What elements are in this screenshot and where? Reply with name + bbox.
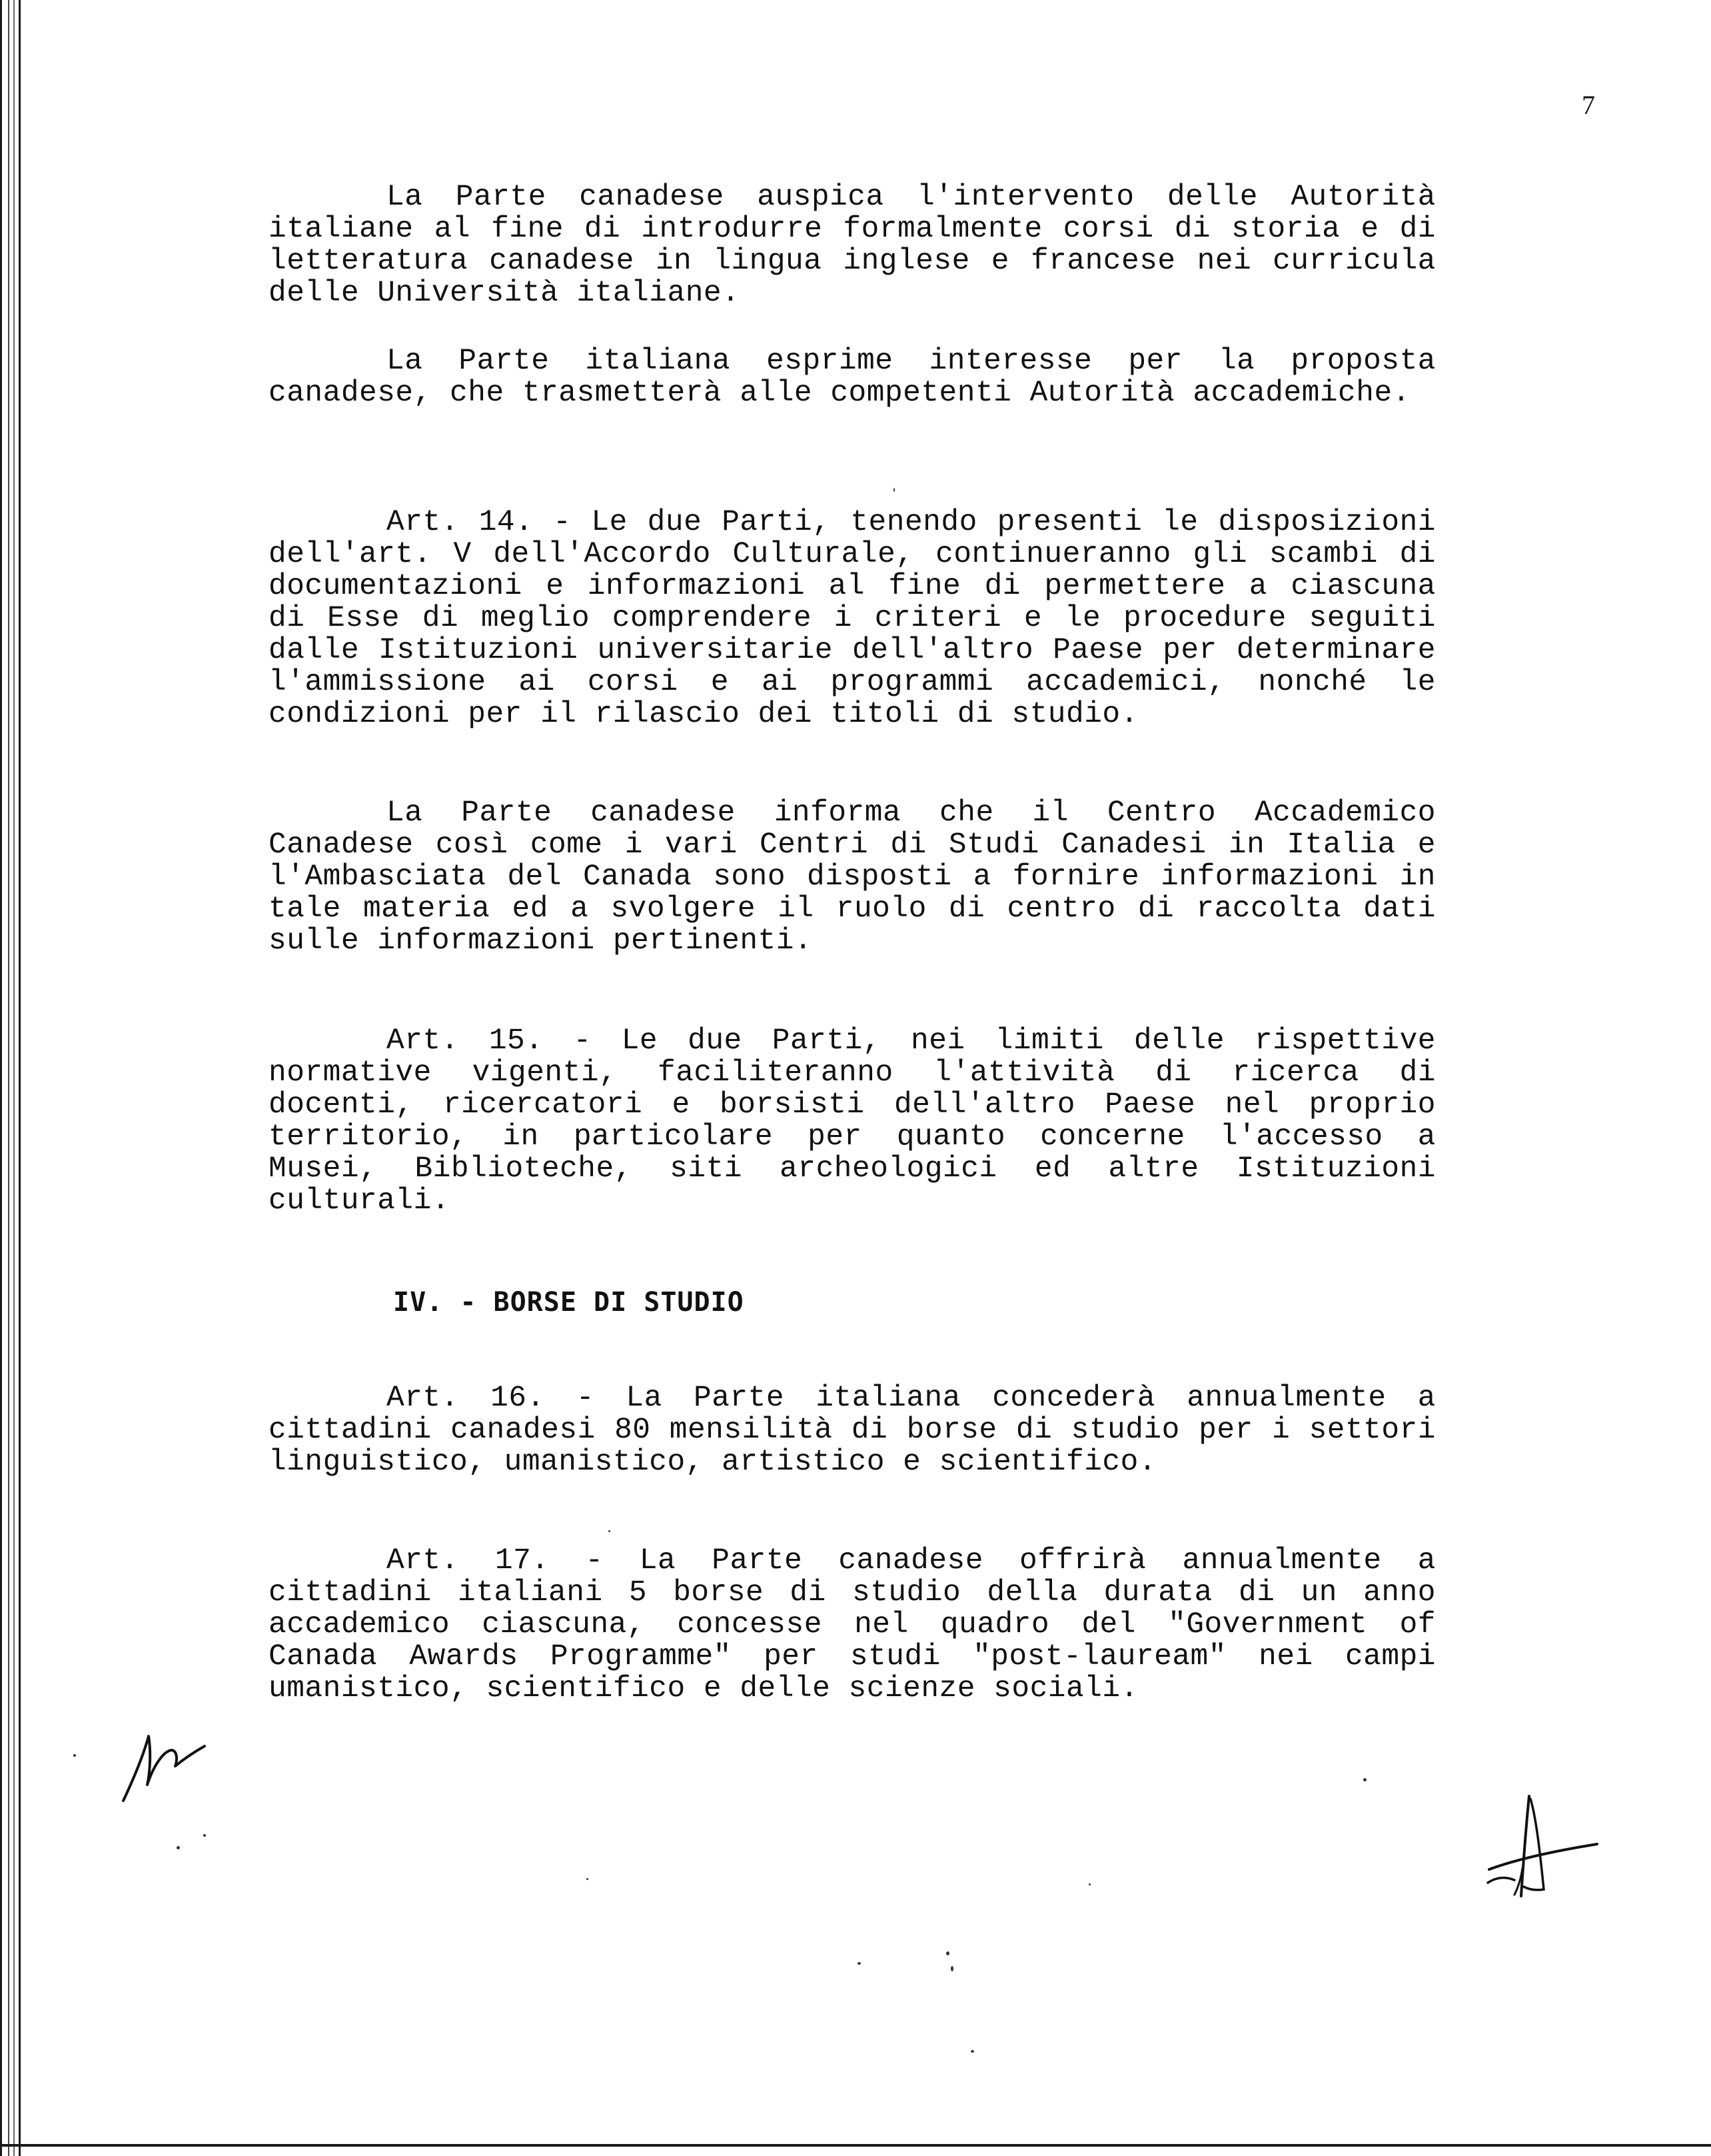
handwritten-initial-right: [1482, 1789, 1602, 1903]
article-14: Art. 14. - Le due Parti, tenendo presenti le disposizioni dell'art. V dell'Accordo Culturale, continueranno gli scambi di documentazioni e informazioni al fine di permettere a ciascuna di Esse di meglio comprendere i criteri e le procedure seguiti dalle Istituzioni universitarie dell'altro Paese per determinare l'ammissione ai corsi e ai programmi accademici, nonché le condizioni per il rilascio dei titoli di studio.: [269, 506, 1436, 731]
paragraph-intro: La Parte canadese auspica l'intervento delle Autorità italiane al fine di introdurre formalmente corsi di storia e di letteratura canadese in lingua inglese e francese nei curricula delle Università italiane.: [269, 181, 1436, 310]
scan-edge-line: [0, 0, 2, 2156]
scan-edge-line: [13, 0, 15, 2156]
section-heading: IV. - BORSE DI STUDIO: [393, 1287, 744, 1318]
scan-speck: [1089, 1883, 1091, 1885]
article-15: Art. 15. - Le due Parti, nei limiti delle rispettive normative vigenti, faciliteranno l'attività di ricerca di docenti, ricercatori e borsisti dell'altro Paese nel proprio territorio, in particolare per quanto concerne l'accesso a Musei, Biblioteche, siti archeologici ed altre Istituzioni culturali.: [269, 1024, 1436, 1218]
scan-speck: [177, 1846, 180, 1849]
article-16: Art. 16. - La Parte italiana concederà annualmente a cittadini canadesi 80 mensilità di borse di studio per i settori linguistico, umanistico, artistico e scientifico.: [269, 1382, 1436, 1479]
paragraph-canadian-centre: La Parte canadese informa che il Centro Accademico Canadese così come i vari Centri di Studi Canadesi in Italia e l'Ambasciata del Canada sono disposti a fornire informazioni in tale materia ed a svolgere il ruolo di centro di raccolta dati sulle informazioni pertinenti.: [269, 796, 1436, 958]
article-17: Art. 17. - La Parte canadese offrirà annualmente a cittadini italiani 5 borse di studio della durata di un anno accademico ciascuna, concesse nel quadro del "Government of Canada Awards Programme" per studi "post-lauream" nei campi umanistico, scientifico e delle scienze sociali.: [269, 1544, 1436, 1705]
scan-speck: [893, 488, 895, 492]
scan-speck: [951, 1966, 953, 1971]
scan-speck: [1363, 1778, 1367, 1781]
scan-speck: [73, 1754, 76, 1757]
scan-speck: [203, 1834, 206, 1837]
scan-speck: [946, 1951, 949, 1955]
scan-edge-line: [19, 0, 21, 2156]
scan-speck: [608, 1530, 610, 1532]
scan-speck: [857, 1962, 861, 1965]
paragraph-italian-response: La Parte italiana esprime interesse per la proposta canadese, che trasmetterà alle competenti Autorità accademiche.: [269, 345, 1436, 410]
handwritten-initial-left: [117, 1719, 210, 1806]
scan-speck: [971, 2050, 974, 2053]
page-number: 7: [1582, 90, 1595, 120]
scan-edge-line: [8, 0, 9, 2156]
scan-bottom-edge: [0, 2144, 1711, 2147]
scan-speck: [586, 1878, 588, 1880]
